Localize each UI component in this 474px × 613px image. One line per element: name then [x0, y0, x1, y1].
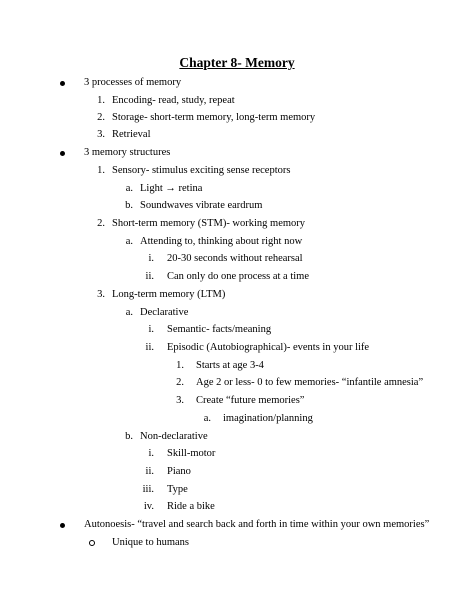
item-text: Light → retina [140, 183, 203, 194]
item-text: Storage- short-term memory, long-term memory [112, 112, 316, 123]
item-text: Type [167, 484, 188, 495]
item-marker: i. [148, 253, 154, 264]
bullet-icon [60, 151, 65, 156]
item-text: Non-declarative [140, 431, 208, 442]
item-text: Age 2 or less- 0 to few memories- “infantile amnesia” [196, 377, 424, 388]
item-text: Ride a bike [167, 501, 215, 512]
item-marker: i. [148, 324, 154, 335]
item-marker: ii. [145, 466, 154, 477]
item-text: Sensory- stimulus exciting sense receptors [112, 165, 291, 176]
item-marker: b. [125, 431, 133, 442]
item-marker: 2. [97, 218, 105, 229]
item-text: Create “future memories” [196, 395, 305, 406]
item-marker: iv. [143, 501, 154, 512]
item-text: Attending to, thinking about right now [140, 236, 303, 247]
item-marker: a. [125, 307, 133, 318]
item-text: 3 memory structures [84, 147, 171, 158]
item-text: Soundwaves vibrate eardrum [140, 200, 263, 211]
item-text: Retrieval [112, 129, 151, 140]
item-text: 3 processes of memory [84, 77, 182, 88]
item-text: Autonoesis- “travel and search back and forth in time within your own memories” [84, 519, 430, 530]
bullet-icon [60, 81, 65, 86]
item-text: Encoding- read, study, repeat [112, 95, 235, 106]
item-text: Starts at age 3-4 [196, 360, 264, 371]
item-marker: b. [125, 200, 133, 211]
item-marker: ii. [145, 342, 154, 353]
item-text: Long-term memory (LTM) [112, 289, 226, 300]
page-title: Chapter 8- Memory [179, 55, 295, 70]
item-text: 20-30 seconds without rehearsal [167, 253, 303, 264]
item-text: Episodic (Autobiographical)- events in your life [167, 342, 370, 353]
bullet-icon [60, 523, 65, 528]
item-marker: 3. [97, 129, 105, 140]
item-marker: 3. [97, 289, 105, 300]
item-marker: i. [148, 448, 154, 459]
item-marker: a. [125, 236, 133, 247]
item-marker: 2. [176, 377, 184, 388]
item-marker: 2. [97, 112, 105, 123]
item-marker: ii. [145, 271, 154, 282]
item-text: Piano [167, 466, 191, 477]
item-marker: 1. [176, 360, 184, 371]
item-text: Can only do one process at a time [167, 271, 310, 282]
item-marker: 1. [97, 95, 105, 106]
item-marker: 3. [176, 395, 184, 406]
item-text: Short-term memory (STM)- working memory [112, 218, 306, 229]
item-marker: iii. [142, 484, 154, 495]
item-text: imagination/planning [223, 413, 313, 424]
hollow-bullet-icon [89, 540, 95, 546]
item-marker: 1. [97, 165, 105, 176]
item-text: Semantic- facts/meaning [167, 324, 272, 335]
item-text: Declarative [140, 307, 189, 318]
item-marker: a. [125, 183, 133, 194]
item-text: Unique to humans [112, 537, 189, 548]
item-marker: a. [203, 413, 211, 424]
item-text: Skill-motor [167, 448, 216, 459]
